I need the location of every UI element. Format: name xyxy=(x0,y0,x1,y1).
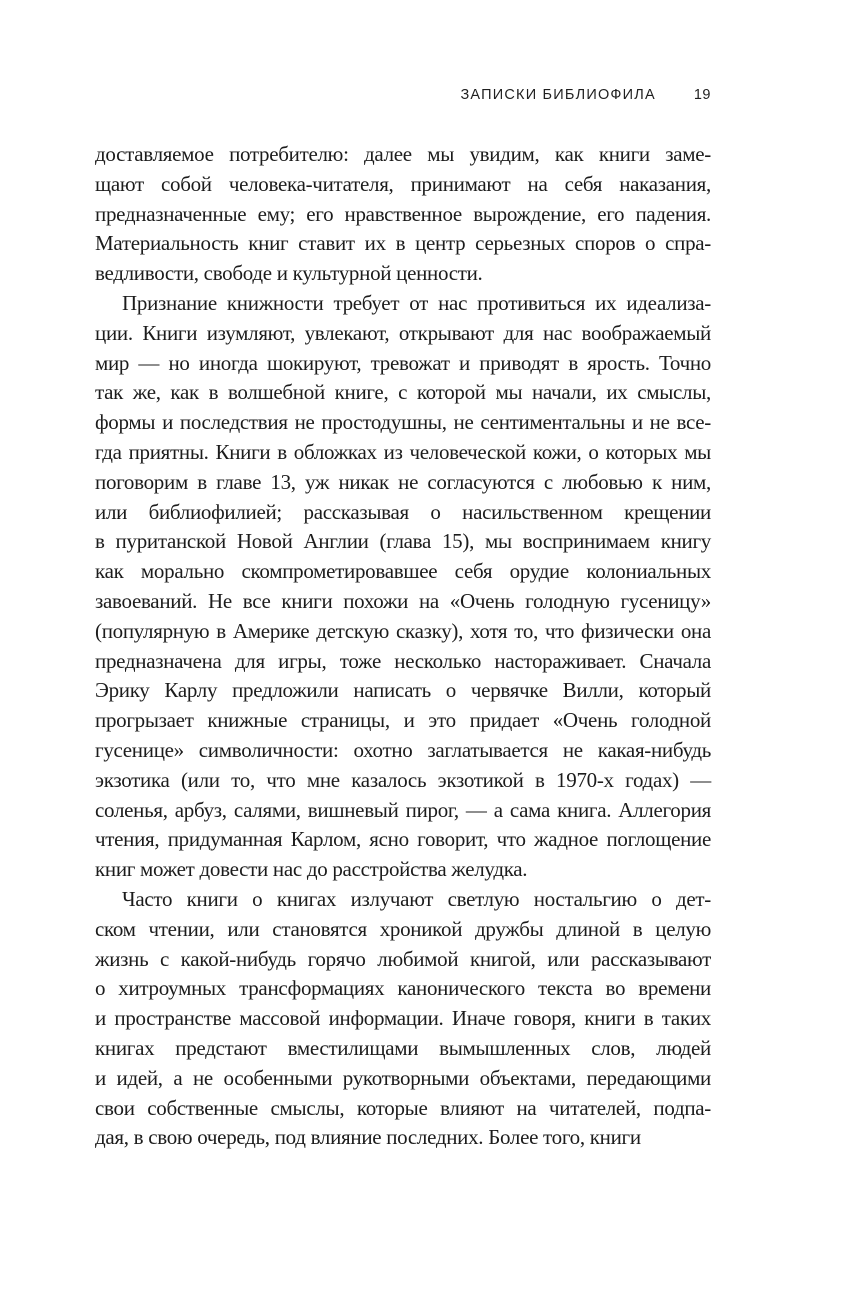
text-line: соленья, арбуз, салями, вишневый пирог, — а сама книга. Аллегория xyxy=(95,797,711,822)
text-line: формы и последствия не простодушны, не сентиментальны и не все- xyxy=(95,410,711,435)
text-line: Часто книги о книгах излучают светлую ностальгию о дет- xyxy=(122,886,711,911)
running-head xyxy=(95,87,711,103)
text-line: свои собственные смыслы, которые влияют на читателей, подпа- xyxy=(95,1095,711,1120)
text-line: или библиофилией; рассказывая о насильственном крещении xyxy=(95,499,711,524)
text-line: в пуританской Новой Англии (глава 15), мы воспринимаем книгу xyxy=(95,529,711,554)
text-line: и пространстве массовой информации. Иначе говоря, книги в таких xyxy=(95,1006,711,1031)
text-line: о хитроумных трансформациях канонического текста во времени xyxy=(95,976,711,1001)
text-line: доставляемое потребителю: далее мы увидим, как книги заме- xyxy=(95,142,711,166)
paragraph xyxy=(95,885,711,1153)
text-line: ском чтении, или становятся хроникой дружбы длиной в целую xyxy=(95,916,711,941)
text-line: жизнь с какой-нибудь горячо любимой книгой, или рассказывают xyxy=(95,946,711,971)
running-title: ЗАПИСКИ БИБЛИОФИЛА xyxy=(460,87,656,103)
text-line: экзотика (или то, что мне казалось экзотикой в 1970-х годах) — xyxy=(95,767,711,792)
text-line: Эрику Карлу предложили написать о червячке Вилли, который xyxy=(95,678,711,703)
text-line: книгах предстают вместилищами вымышленных слов, людей xyxy=(95,1035,711,1060)
text-line: мир — но иногда шокируют, тревожат и приводят в ярость. Точно xyxy=(95,350,711,375)
text-line: Материальность книг ставит их в центр серьезных споров о спра- xyxy=(95,231,711,256)
text-line: чтения, придуманная Карлом, ясно говорит, что жадное поглощение xyxy=(95,827,711,852)
text-line: поговорим в главе 13, уж никак не согласуются с любовью к ним, xyxy=(95,469,711,494)
text-line: книг может довести нас до расстройства желудка. xyxy=(95,857,528,882)
text-line: как морально скомпрометировавшее себя орудие колониальных xyxy=(95,559,711,584)
text-line: гда приятны. Книги в обложках из человеческой кожи, о которых мы xyxy=(95,439,711,464)
text-line: ции. Книги изумляют, увлекают, открывают для нас воображаемый xyxy=(95,320,711,345)
text-line: предназначенные ему; его нравственное вырождение, его падения. xyxy=(95,201,711,226)
page-number: 19 xyxy=(693,87,711,103)
text-line: ведливости, свободе и культурной ценности. xyxy=(95,261,483,286)
text-line: прогрызает книжные страницы, и это придает «Очень голодной xyxy=(95,708,711,733)
page-body xyxy=(95,140,711,1153)
text-line: и идей, а не особенными рукотворными объектами, передающими xyxy=(95,1065,711,1090)
text-line: завоеваний. Не все книги похожи на «Очень голодную гусеницу» xyxy=(95,588,711,613)
paragraph xyxy=(95,289,711,885)
text-line: дая, в свою очередь, под влияние последних. Более того, книги xyxy=(95,1125,641,1150)
paragraph xyxy=(95,140,711,289)
text-line: гусенице» символичности: охотно заглатывается не какая-нибудь xyxy=(95,737,711,762)
text-line: (популярную в Америке детскую сказку), хотя то, что физически она xyxy=(95,618,711,643)
text-line: предназначена для игры, тоже несколько настораживает. Сначала xyxy=(95,648,711,673)
text-line: так же, как в волшебной книге, с которой мы начали, их смыслы, xyxy=(95,380,711,405)
text-line: Признание книжности требует от нас противиться их идеализа- xyxy=(122,290,711,315)
text-line: щают собой человека-читателя, принимают на себя наказания, xyxy=(95,171,711,196)
